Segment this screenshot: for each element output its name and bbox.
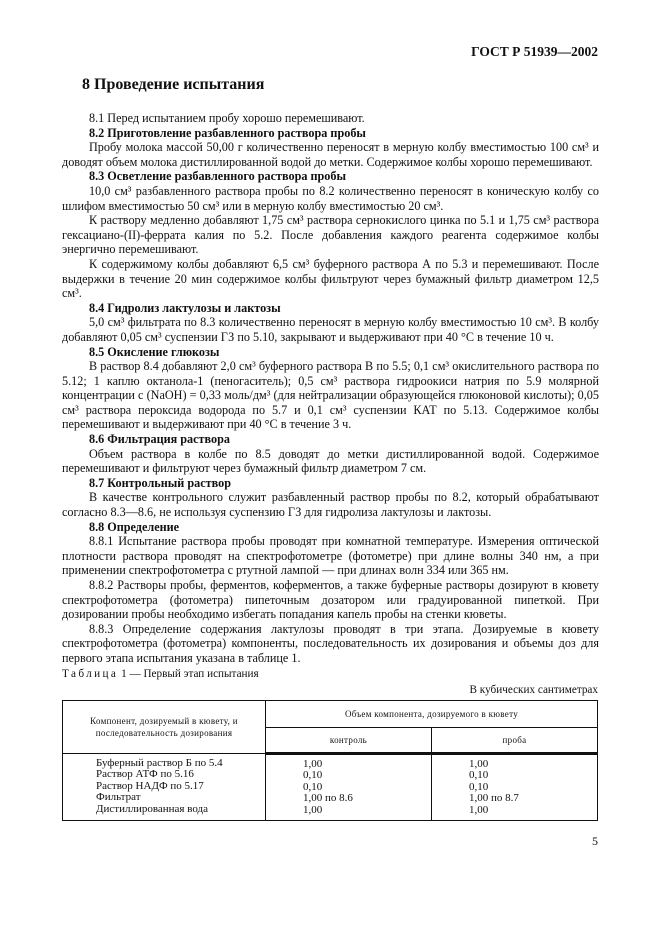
table-body-row [63,754,598,821]
paragraph-8-6: Объем раствора в колбе по 8.5 доводят до метки дистиллированной водой. Содержимое перемешивают и фильтруют через бумажный фильтр диаметром 7 см. [62,446,599,476]
page-number: 5 [592,834,598,848]
subheading-8-5: 8.5 Окисление глюкозы [89,344,220,359]
standard-code: ГОСТ Р 51939—2002 [471,44,598,59]
document-body [62,76,599,666]
subheading-8-4: 8.4 Гидролиз лактулозы и лактозы [89,300,281,315]
paragraph-8-7: В качестве контрольного служит разбавленный раствор пробы по 8.2, который обрабатывают согласно 8.3—8.6, не используя суспензию ГЗ для гидролиза лактулозы и лактозы. [62,490,599,520]
subheading-8-3: 8.3 Осветление разбавленного раствора пробы [89,169,347,184]
subheading-8-2: 8.2 Приготовление разбавленного раствора пробы [89,125,366,140]
component-cell: Раствор АТФ по 5.16 [96,768,194,781]
sample-cell: 0,10 [469,769,489,782]
paragraph-8-4: 5,0 см³ фильтрата по 8.3 количественно переносят в мерную колбу вместимостью 10 см³. В колбу добавляют 0,05 см³ суспензии ГЗ по 5.10, закрывают и выдерживают при 40 °С в течение 10 ч. [62,315,599,344]
paragraph-8-1: 8.1 Перед испытанием пробу хорошо перемешивают. [89,111,365,125]
control-cell: 0,10 [303,780,323,793]
paragraph-8-5: В раствор 8.4 добавляют 2,0 см³ буферного раствора В по 5.5; 0,1 см³ окислительного раствора по 5.12; 1 каплю октанола-1 (пеногаситель); 0,5 см³ раствора гидроокиси натрия по 5.9 молярной концентрации c (NaOH) = 0,33 моль/дм³ (для нейтрализации образующейся глюконовой кислоты); 0,05 см³ раствора пероксида водорода по 5.7 и 0,1 см³ суспензии КАТ по 5.13. Содержимое колбы перемешивают и выдерживают при 40 °С в течение 3 ч. [62,359,599,432]
table-caption [62,668,259,680]
control-cell: 1,00 [303,803,323,816]
paragraph-8-8-3: 8.8.3 Определение содержания лактулозы проводят в три этапа. Дозируемые в кювету спектрофотометра (фотометра) компоненты, последовательность их дозирования и объемы доз для первого этапа испытания указана в таблице 1. [62,621,599,665]
component-cell: Фильтрат [96,791,141,804]
table-first-stage [62,700,598,821]
subheading-8-8: 8.8 Определение [89,519,180,534]
component-cell: Дистиллированная вода [96,802,209,815]
table-caption-label: Таблица [62,668,119,680]
sample-cell: 1,00 [469,758,489,770]
paragraph-8-3b: К раствору медленно добавляют 1,75 см³ раствора сернокислого цинка по 5.1 и 1,75 см³ раствора гексациано-(II)-феррата калия по 5.2. После добавления каждого реагента содержимое колбы энергично перемешивают. [62,213,599,257]
table-units: В кубических сантиметрах [469,684,598,696]
subheading-8-6: 8.6 Фильтрация раствора [89,432,231,447]
sample-column [432,754,598,821]
header-sample: проба [432,728,598,754]
sample-cell: 1,00 [469,803,489,816]
paragraph-8-2: Пробу молока массой 50,00 г количественно переносят в мерную колбу вместимостью 100 см³ и доводят объем молока дистиллированной водой до метки. Содержимое колбы хорошо перемешивают. [62,140,599,169]
paragraph-8-3a: 10,0 см³ разбавленного раствора пробы по 8.2 количественно переносят в коническую колбу со шлифом вместимостью 50 см³ или в мерную колбу вместимостью 20 см³. [62,183,599,213]
sample-cell: 0,10 [469,780,489,793]
paragraph-8-8-2: 8.8.2 Растворы пробы, ферментов, коферментов, а также буферные растворы дозируют в кювету спектрофотометра (фотометра) пипеточным дозатором или градуированной пипеткой. При дозировании пробы необходимо избегать попадания капель пробы на стенки кюветы. [62,578,599,622]
control-cell: 0,10 [303,769,323,782]
paragraph-8-8-1: 8.8.1 Испытание раствора пробы проводят при комнатной температуре. Измерения оптической плотности раствора проводят на спектрофотометре (фотометре) при длине волны 340 нм, а при применении спектрофотометра с ртутной лампой — при длинах волн 334 или 365 нм. [62,534,599,578]
control-cell: 1,00 [303,758,323,770]
component-cell: Буферный раствор Б по 5.4 [96,757,223,769]
paragraph-8-3c: К содержимому колбы добавляют 6,5 см³ буферного раствора А по 5.3 и перемешивают. После выдержки в течение 20 мин содержимое колбы фильтруют через бумажный фильтр диаметром 12,5 см³. [62,256,599,301]
subheading-8-7: 8.7 Контрольный раствор [89,475,232,490]
component-column [63,754,266,821]
component-cell: Раствор НАДФ по 5.17 [96,779,204,792]
header-volume: Объем компонента, дозируемого в кювету [266,701,598,728]
table-caption-text: 1 — Первый этап испытания [118,668,259,680]
control-cell: 1,00 по 8.6 [303,792,353,805]
sample-cell: 1,00 по 8.7 [469,792,519,805]
header-control: контроль [266,728,432,754]
section-title: 8 Проведение испытания [82,76,265,93]
header-component: Компонент, дозируемый в кювету, и последовательность дозирования [63,701,266,754]
control-column [266,754,432,821]
